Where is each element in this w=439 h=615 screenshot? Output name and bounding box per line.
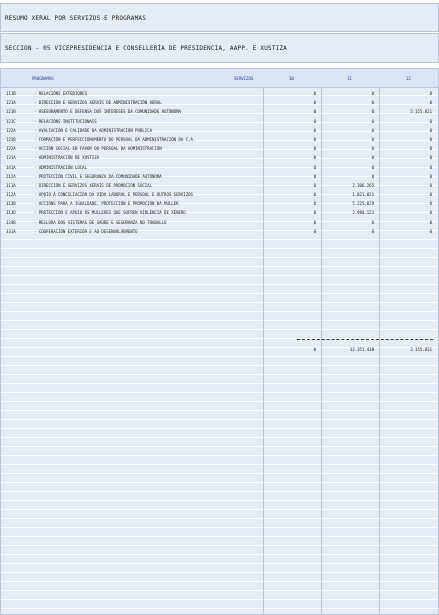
program-code: 324B: [6, 219, 16, 225]
value-col-12: 0: [429, 164, 432, 170]
table-row: [1, 199, 438, 208]
total-col-12: 2.155.821: [410, 347, 432, 352]
value-col-11: 0: [371, 136, 374, 142]
section-title-box: [0, 33, 439, 63]
value-col-12: 0: [429, 146, 432, 152]
value-col-11: 0: [371, 219, 374, 225]
value-col-10: 0: [313, 210, 316, 216]
program-code: 313B: [6, 201, 16, 207]
value-col-11: 5.225.029: [352, 201, 374, 207]
program-description: - RELACIÓNS EXTERIORES: [34, 91, 87, 96]
totals-row: [1, 345, 438, 354]
total-separator-line: [297, 339, 433, 340]
program-code: 131A: [6, 155, 16, 161]
program-code: 121C: [6, 118, 16, 124]
value-col-11: 0: [371, 164, 374, 170]
program-code: 331A: [6, 228, 16, 234]
program-code: 121A: [6, 100, 16, 106]
table-row: [1, 144, 438, 153]
value-col-12: 2.155.821: [410, 109, 432, 115]
program-code: 121B: [6, 109, 16, 115]
header-col-10: 10: [289, 76, 294, 81]
value-col-11: 0: [371, 109, 374, 115]
program-description: - DIRECCIÓN E SERVIZOS XERAIS DE ADMINISTRACIÓN XERAL: [34, 100, 162, 106]
value-col-12: 0: [429, 127, 432, 133]
table-row: [1, 153, 438, 162]
program-code: 313D: [6, 210, 16, 216]
value-col-11: 2.980.123: [352, 210, 374, 216]
table-row: [1, 98, 438, 107]
table-row: [1, 172, 438, 181]
table-row: [1, 181, 438, 190]
budget-table: [0, 68, 439, 615]
program-description: - ASESORAMENTO E DEFENSA DOS INTERESES DA COMUNIDADE AUTÓNOMA: [34, 109, 181, 115]
program-code: 312A: [6, 192, 16, 198]
value-col-12: 0: [429, 136, 432, 142]
table-row: [1, 218, 438, 227]
value-col-11: 2.306.265: [352, 182, 374, 188]
section-title: SECCION - 05 VICEPRESIDENCIA E CONSELLERÍA DE PRESIDENCIA, AAPP. E XUSTIZA: [5, 45, 288, 52]
header-services: SERVIZOS: [234, 76, 254, 81]
program-code: 141A: [6, 164, 16, 170]
value-col-10: 0: [313, 173, 316, 179]
program-description: - ADMINISTRACIÓN LOCAL: [34, 164, 87, 170]
value-col-10: 0: [313, 182, 316, 188]
program-code: 122B: [6, 136, 16, 142]
header-col-12: 12: [406, 76, 411, 81]
value-col-12: 0: [429, 173, 432, 179]
value-col-12: 0: [429, 228, 432, 234]
program-description: - FORMACIÓN E PERFECCIONAMENTO DO PERSOAL DA ADMINISTRACIÓN DA C.A.: [34, 136, 196, 142]
value-col-11: 0: [371, 173, 374, 179]
value-col-11: 0: [371, 91, 374, 96]
value-col-10: 0: [313, 136, 316, 142]
program-description: - MELLORA DOS SISTEMAS DE SAÚDE E SEGURANZA NO TRABALLO: [34, 219, 167, 225]
report-title: RESUMO XERAL POR SERVIZOS E PROGRAMAS: [5, 15, 147, 22]
program-description: - ADMINISTRACIÓN DE XUSTIZA: [34, 155, 100, 161]
table-row: [1, 89, 438, 98]
program-description: - ACCIÓNS PARA A IGUALDADE, PROTECCIÓN E PROMOCIÓN DA MULLER: [34, 201, 179, 207]
value-col-12: 0: [429, 155, 432, 161]
table-row: [1, 208, 438, 217]
program-code: 212A: [6, 173, 16, 179]
value-col-10: 0: [313, 228, 316, 234]
total-col-10: 0: [313, 347, 316, 352]
value-col-10: 0: [313, 201, 316, 207]
value-col-12: 0: [429, 201, 432, 207]
program-code: 122A: [6, 146, 16, 152]
value-col-12: 0: [429, 192, 432, 198]
value-col-11: 1.021.021: [352, 192, 374, 198]
value-col-12: 0: [429, 210, 432, 216]
value-col-10: 0: [313, 219, 316, 225]
table-row: [1, 117, 438, 126]
value-col-10: 0: [313, 100, 316, 106]
program-description: - DIRECCIÓN E SERVIZOS XERAIS DE PROMOCIÓN SOCIAL: [34, 182, 153, 188]
value-col-12: 0: [429, 91, 432, 96]
value-col-11: 0: [371, 118, 374, 124]
value-col-10: 0: [313, 155, 316, 161]
value-col-10: 0: [313, 146, 316, 152]
table-row: [1, 227, 438, 236]
value-col-12: 0: [429, 100, 432, 106]
table-row: [1, 107, 438, 116]
program-description: - PROTECCIÓN CIVIL E SEGURANZA DA COMUNIDADE AUTÓNOMA: [34, 173, 162, 179]
table-row: [1, 126, 438, 135]
value-col-12: 0: [429, 118, 432, 124]
program-description: - ACCIÓN SOCIAL EN FAVOR DO PERSOAL DA ADMINISTRACIÓN: [34, 146, 162, 152]
table-header: [1, 69, 438, 88]
value-col-10: 0: [313, 192, 316, 198]
program-code: 311A: [6, 182, 16, 188]
program-description: - RELACIÓNS INSTITUCIONAIS: [34, 118, 97, 124]
program-code: 122A: [6, 127, 16, 133]
header-col-11: 11: [347, 76, 352, 81]
value-col-10: 0: [313, 127, 316, 133]
value-col-10: 0: [313, 164, 316, 170]
value-col-10: 0: [313, 91, 316, 96]
value-col-12: 0: [429, 182, 432, 188]
table-body: [1, 89, 438, 236]
value-col-10: 0: [313, 109, 316, 115]
value-col-11: 0: [371, 127, 374, 133]
program-code: 111B: [6, 91, 16, 96]
value-col-11: 0: [371, 228, 374, 234]
table-row: [1, 190, 438, 199]
value-col-10: 0: [313, 118, 316, 124]
value-col-11: 0: [371, 146, 374, 152]
report-title-box: [0, 3, 439, 32]
value-col-11: 0: [371, 155, 374, 161]
program-description: - COOPERACIÓN EXTERIOR E AO DESENVOLVEMENTO: [34, 228, 138, 234]
value-col-12: 0: [429, 219, 432, 225]
program-description: - AVALIACIÓN E CALIDADE DA ADMINISTRACIÓN PÚBLICA: [34, 127, 153, 133]
total-col-11: 12.351.438: [349, 347, 374, 352]
header-programs: PROGRAMAS: [32, 76, 54, 81]
table-row: [1, 135, 438, 144]
program-description: - APOIO Á CONCILIACIÓN DA VIDA LABORAL E PERSOAL E OUTROS SERVIZOS: [34, 192, 193, 198]
program-description: - PROTECCIÓN E APOIO ÁS MULLERES QUE SOFREN VIOLENCIA DE XÉNERO: [34, 210, 186, 216]
value-col-11: 0: [371, 100, 374, 106]
table-row: [1, 163, 438, 172]
